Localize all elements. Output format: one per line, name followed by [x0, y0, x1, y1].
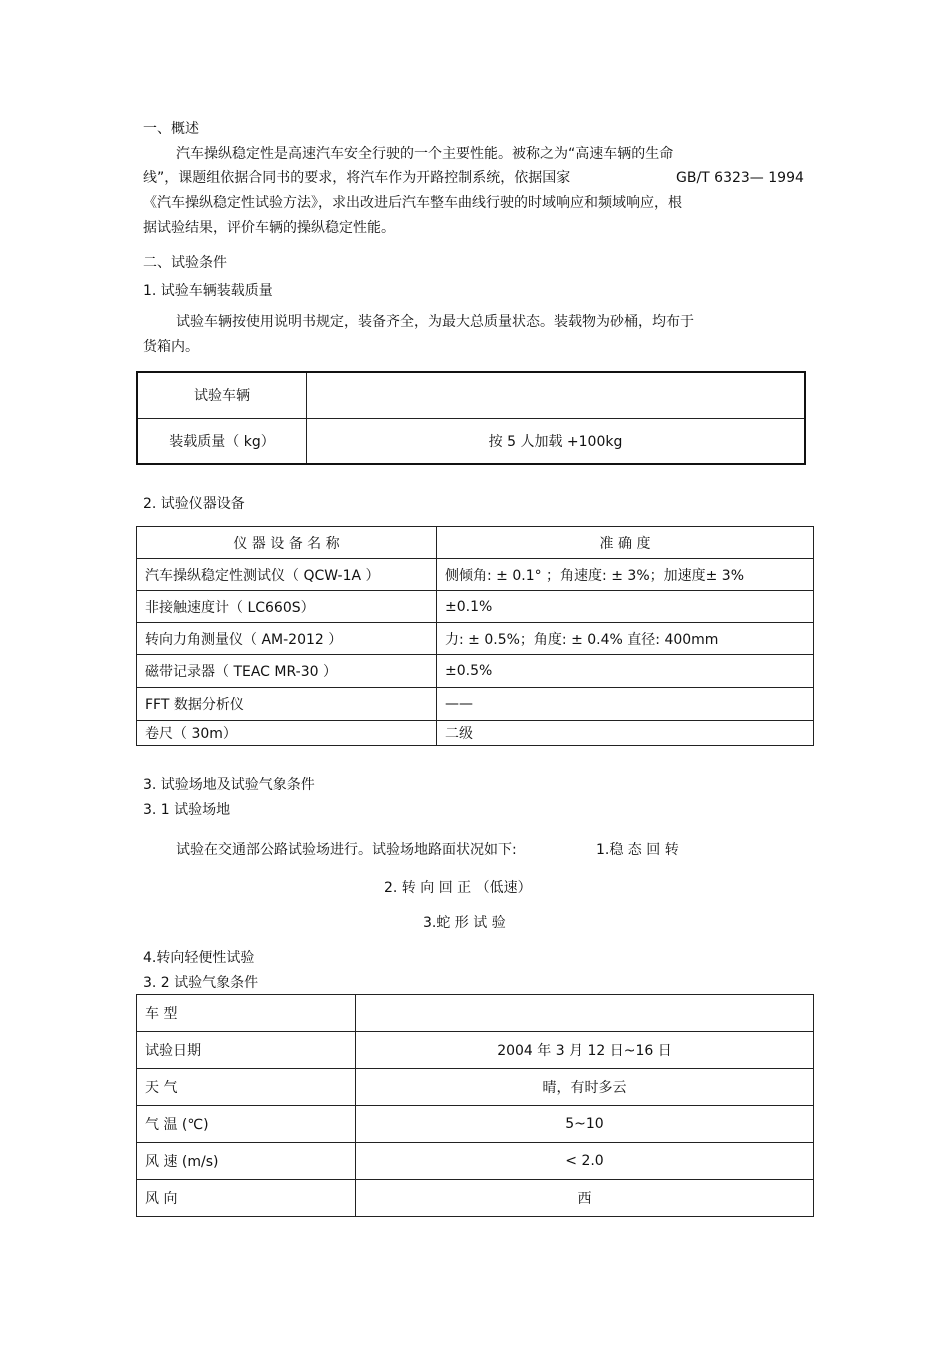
site-item: 4.转向轻便性试验	[143, 950, 255, 966]
vehicle-value-cell	[307, 372, 806, 418]
weather-label-cell: 风 速 (m/s)	[137, 1143, 356, 1180]
vehicle-table	[136, 371, 806, 465]
equipment-accuracy-cell: 侧倾角: ± 0.1° ；角速度: ± 3%；加速度± 3%	[437, 559, 814, 591]
weather-label-cell: 风 向	[137, 1180, 356, 1217]
equipment-name-cell: 卷尺（ 30m）	[137, 721, 437, 746]
equipment-header-name: 仪 器 设 备 名 称	[137, 527, 437, 559]
equipment-name-cell: 磁带记录器（ TEAC MR-30 ）	[137, 655, 437, 688]
weather-table	[136, 994, 814, 1217]
equipment-name-cell: FFT 数据分析仪	[137, 688, 437, 721]
vehicle-label-cell: 试验车辆	[137, 372, 307, 418]
equipment-accuracy-cell: ±0.5%	[437, 655, 814, 688]
weather-value-cell: 西	[356, 1180, 814, 1217]
weather-value-cell: < 2.0	[356, 1143, 814, 1180]
standard-code: GB/T 6323— 1994	[676, 170, 804, 186]
site-item: 3.蛇 形 试 验	[423, 915, 506, 931]
equipment-accuracy-cell: ±0.1%	[437, 591, 814, 623]
section-heading-overview: 一、概述	[143, 121, 199, 137]
subheading-vehicle-load: 1. 试验车辆装载质量	[143, 283, 273, 299]
equipment-name-cell: 汽车操纵稳定性测试仪（ QCW-1A ）	[137, 559, 437, 591]
equipment-name-cell: 转向力角测量仪（ AM-2012 ）	[137, 623, 437, 655]
equipment-header-accuracy: 准 确 度	[437, 527, 814, 559]
load-label-cell: 装载质量（ kg）	[137, 418, 307, 464]
vehicle-load-paragraph-line: 货箱内。	[143, 339, 199, 355]
overview-paragraph-line: 《汽车操纵稳定性试验方法》，求出改进后汽车整车曲线行驶的时域响应和频域响应，根	[143, 195, 682, 211]
section-heading-conditions: 二、试验条件	[143, 255, 227, 271]
weather-value-cell	[356, 995, 814, 1032]
weather-label-cell: 试验日期	[137, 1032, 356, 1069]
subheading-site: 3. 1 试验场地	[143, 802, 231, 818]
equipment-table	[136, 526, 814, 746]
subheading-weather: 3. 2 试验气象条件	[143, 975, 259, 991]
weather-value-cell: 晴，有时多云	[356, 1069, 814, 1106]
equipment-name-cell: 非接触速度计（ LC660S）	[137, 591, 437, 623]
weather-label-cell: 天 气	[137, 1069, 356, 1106]
weather-value-cell: 2004 年 3 月 12 日~16 日	[356, 1032, 814, 1069]
overview-paragraph-line: 线”，课题组依据合同书的要求，将汽车作为开路控制系统，依据国家	[143, 170, 571, 186]
weather-value-cell: 5~10	[356, 1106, 814, 1143]
overview-paragraph-line: 汽车操纵稳定性是高速汽车安全行驶的一个主要性能。被称之为“高速车辆的生命	[176, 146, 674, 162]
weather-label-cell: 气 温 (℃)	[137, 1106, 356, 1143]
equipment-accuracy-cell: 力: ± 0.5%；角度: ± 0.4% 直径: 400mm	[437, 623, 814, 655]
subheading-equipment: 2. 试验仪器设备	[143, 496, 245, 512]
equipment-accuracy-cell: 二级	[437, 721, 814, 746]
subheading-site-weather: 3. 试验场地及试验气象条件	[143, 777, 315, 793]
vehicle-load-paragraph-line: 试验车辆按使用说明书规定，装备齐全，为最大总质量状态。装载物为砂桶，均布于	[176, 314, 694, 330]
load-value-cell: 按 5 人加载 +100kg	[307, 418, 806, 464]
equipment-accuracy-cell: ——	[437, 688, 814, 721]
site-description: 试验在交通部公路试验场进行。试验场地路面状况如下:	[176, 842, 517, 858]
site-item: 2. 转 向 回 正 （低速）	[384, 880, 532, 896]
weather-label-cell: 车 型	[137, 995, 356, 1032]
site-item: 1.稳 态 回 转	[596, 842, 679, 858]
overview-paragraph-line: 据试验结果，评价车辆的操纵稳定性能。	[143, 220, 395, 236]
